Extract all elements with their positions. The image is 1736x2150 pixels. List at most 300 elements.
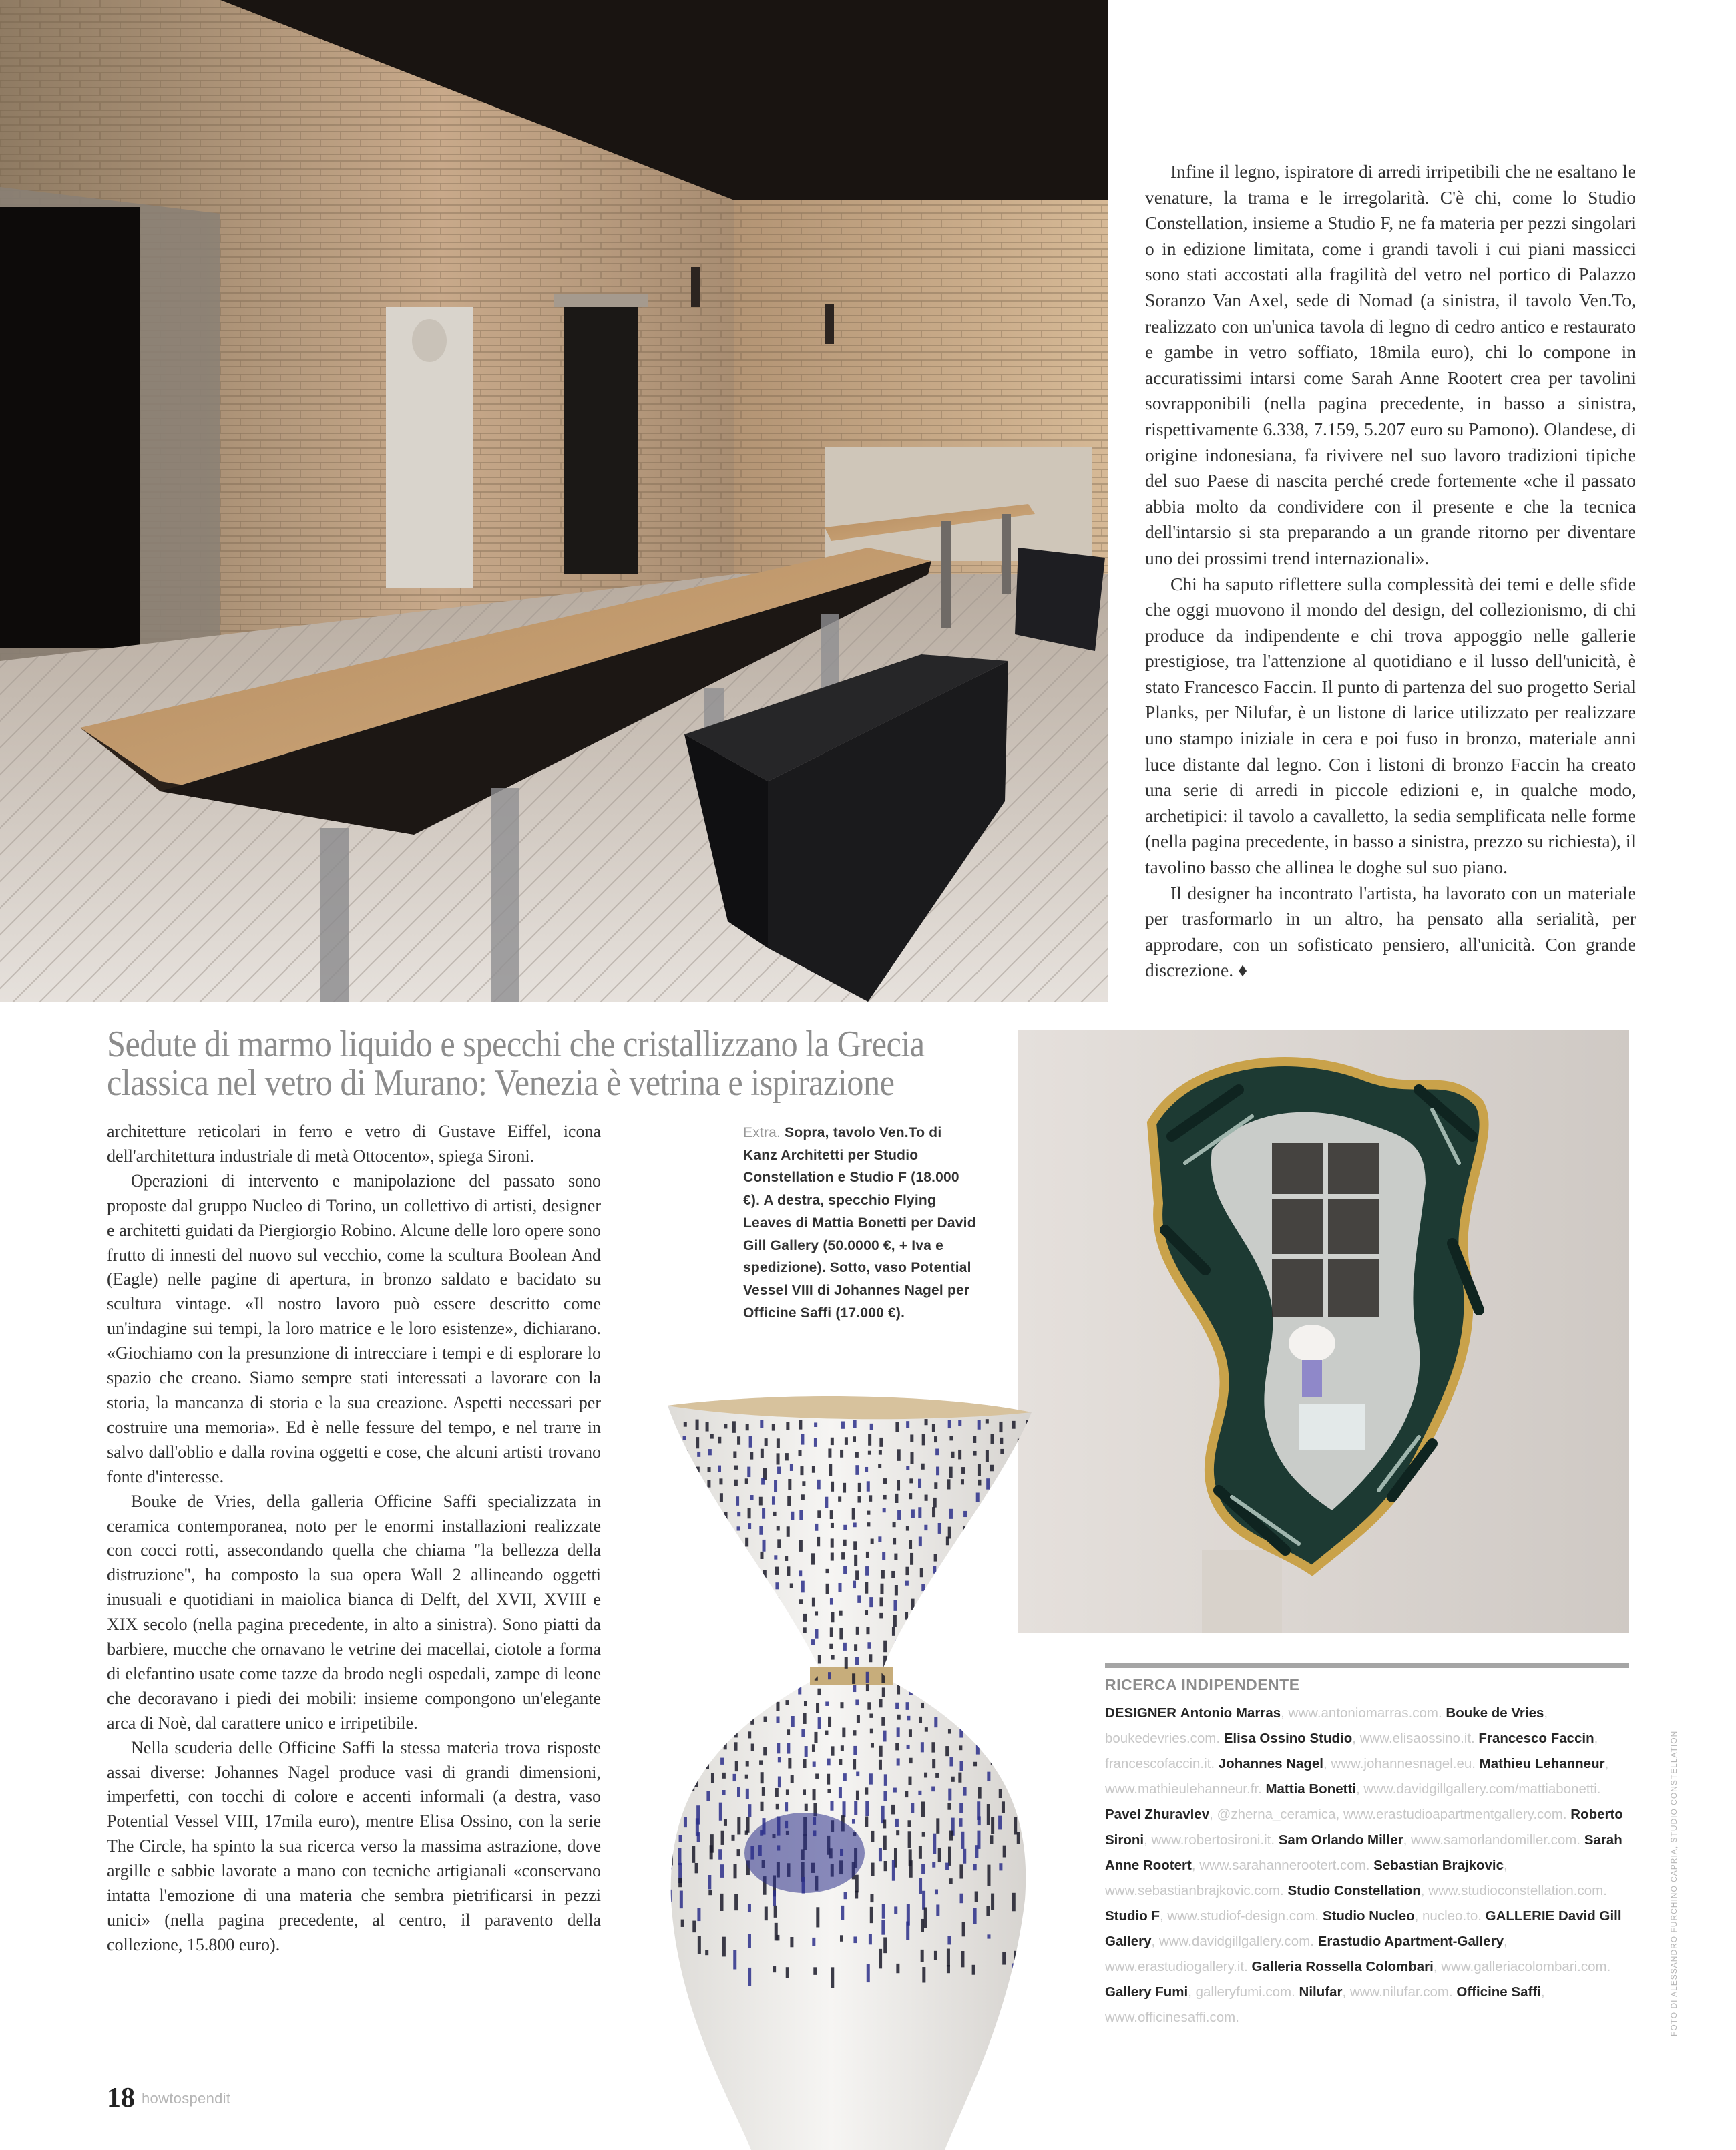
vase-dot: [746, 1789, 749, 1799]
vase-dot: [748, 1968, 751, 1986]
vase-dot: [871, 1538, 874, 1544]
vase-dot: [933, 1834, 936, 1854]
vase-dot: [905, 1567, 909, 1575]
vase-dot: [735, 1571, 738, 1576]
vase-dot: [814, 1438, 817, 1447]
vase-dot: [976, 1492, 980, 1502]
designer-url[interactable]: www.studiof-design.com.: [1167, 1908, 1319, 1924]
vase-dot: [865, 1801, 869, 1816]
vase-dot: [896, 1830, 899, 1835]
vase-dot: [668, 1540, 671, 1545]
vase-dot: [841, 1552, 845, 1559]
vase-dot: [931, 1671, 935, 1677]
vase-dot: [843, 1525, 847, 1530]
designer-url[interactable]: www.samorlandomiller.com.: [1411, 1832, 1581, 1848]
vase-dot: [668, 1758, 671, 1763]
vase-dot: [949, 1685, 952, 1689]
vase-dot: [919, 1846, 922, 1859]
vase-dot: [678, 1775, 681, 1785]
vase-dot: [734, 1732, 738, 1737]
designer-name: Bouke de Vries: [1442, 1705, 1544, 1721]
vase-dot: [991, 1817, 994, 1834]
vase-dot: [1026, 1526, 1030, 1534]
vase-dot: [883, 1478, 887, 1484]
mirror-scene: [1018, 1030, 1629, 1633]
vase-dot: [1004, 1687, 1008, 1692]
vase-dot: [1018, 1439, 1021, 1448]
vase-dot: [678, 1639, 682, 1647]
vase-dot: [761, 1772, 764, 1783]
vase-dot: [829, 1464, 832, 1476]
vase-dot: [895, 1703, 899, 1709]
vase-dot: [869, 1773, 873, 1784]
vase-dot: [692, 1556, 696, 1562]
vase-dot: [1014, 1507, 1018, 1512]
vase-dot: [710, 1731, 713, 1737]
vase-dot: [839, 1583, 842, 1592]
vase-dot: [708, 1717, 711, 1723]
vase-dot: [791, 1673, 794, 1679]
vase-dot: [787, 1743, 790, 1754]
vase-dot: [959, 1761, 963, 1771]
designer-url[interactable]: www.davidgillgallery.com/mattiabonetti.: [1363, 1781, 1601, 1797]
vase-dot: [1012, 1600, 1016, 1610]
vase-dot: [747, 1467, 750, 1477]
vase-dot: [791, 1775, 794, 1783]
vase-dot: [870, 1894, 873, 1902]
vase-dot: [1014, 1717, 1017, 1725]
vase-dot: [786, 1422, 789, 1430]
vase-dot: [827, 1759, 831, 1766]
vase-dot: [893, 1538, 896, 1544]
vase-dot: [987, 1804, 990, 1825]
vase-dot: [734, 1466, 738, 1470]
designer-url[interactable]: www.sarahannerootert.com.: [1199, 1858, 1370, 1873]
vase-dot: [773, 1890, 776, 1906]
vase-dot: [666, 1688, 669, 1697]
vase-dot: [747, 1556, 750, 1566]
vase-dot: [791, 1512, 794, 1520]
vase-dot: [883, 1656, 887, 1667]
vase-dot: [1012, 1964, 1016, 1972]
vase-dot: [853, 1420, 857, 1428]
vase-dot: [879, 1450, 882, 1454]
vase-dot: [919, 1600, 923, 1604]
vase-dot: [746, 1424, 749, 1430]
vase-dot: [908, 1777, 911, 1785]
vase-dot: [907, 1716, 910, 1721]
vase-dot: [758, 1640, 762, 1648]
paragraph: Nella scuderia delle Officine Saffi la stessa materia trova risposte assai diverse: Johannes Nagel produce vasi di grandi dimensioni, imperfetti, con tocchi di colore e accenti informali (a destra, vaso Potential Vessel VIII, 17mila euro), mentre Elisa Ossino, con la serie The Circle, ha spinto la sua ricerca verso la massima astrazione, dove argille e sabbie lavorate a mano con tecniche artigianali «conservano intatta l'emozione di una materia che sembra pietrificarsi in pezzi unici» (nella pagina precedente, al centro, il paravento della collezione, 15.800 euro).: [107, 1737, 601, 1954]
vase-dot: [986, 1450, 989, 1462]
vase-dot: [696, 1467, 700, 1473]
vase-dot: [679, 1523, 682, 1534]
vase-dot: [931, 1742, 935, 1752]
designer-list: Antonio Marras, www.antoniomarras.com. Bouke de Vries, boukedevries.com. Elisa Ossino Studio, www.elisaossino.it. Francesco Faccin, francescofaccin.it. Johannes Nagel, www.johannesnagel.eu. Mathieu Lehanneur, www.mathieulehanneur.fr. Mattia Bonetti, www.davidgillgallery.com/mattiabonetti. Pavel Zhuravlev, @zherna_ceramica, www.erastudioapartmentgallery.com. Roberto Sironi, www.robertosironi.it. Sam Orlando Miller, www.samorlandomiller.com. Sarah Anne Rootert, www.sarahannerootert.com. Sebastian Brajkovic, www.sebastianbrajkovic.com. Studio Constellation, www.studioconstellation.com. Studio F, www.studiof-design.com. Studio Nucleo, nucleo.to.: [1105, 1705, 1623, 1924]
vase-dot: [788, 1758, 791, 1769]
vase-dot: [959, 1538, 963, 1543]
vase-dot: [1014, 1657, 1018, 1662]
vase-dot: [759, 1497, 763, 1506]
vase-dot: [947, 1702, 951, 1707]
vase-dot: [747, 1702, 750, 1711]
photo-credit-text: FOTO DI ALESSANDRO FURCHINO CAPRIA, STUDIO CONSTELLATION: [1669, 1730, 1679, 2036]
vase-dot: [897, 1510, 901, 1520]
vase-dot: [801, 1581, 805, 1593]
designer-name: Sam Orlando Miller: [1275, 1832, 1403, 1848]
vase-dot: [910, 1553, 913, 1565]
vase-dot: [883, 1791, 887, 1801]
vase-dot: [748, 1659, 751, 1669]
vase-dot: [710, 1641, 713, 1645]
vase-dot: [897, 1672, 900, 1681]
vase-dot: [911, 1803, 914, 1813]
vase-dot: [958, 1450, 961, 1459]
vase-dot: [891, 1805, 895, 1815]
vase-dot: [829, 1644, 833, 1649]
vase-dot: [827, 1789, 831, 1793]
vase-dot: [909, 1860, 913, 1878]
vase-dot: [923, 1610, 926, 1616]
designer-url[interactable]: nucleo.to.: [1422, 1908, 1482, 1924]
vase-dot: [1027, 1846, 1030, 1852]
designer-url[interactable]: www.mathieulehanneur.fr.: [1105, 1781, 1262, 1797]
vase-dot: [1030, 1466, 1033, 1472]
vase-dot: [670, 1805, 673, 1815]
vase-dot: [736, 1701, 739, 1705]
vase-dot: [826, 1584, 829, 1594]
vase-dot: [999, 1863, 1002, 1870]
vase-dot: [745, 1831, 748, 1835]
vase-dot: [665, 1496, 668, 1506]
vase-dot: [840, 1702, 843, 1708]
vase-dot: [919, 1656, 922, 1662]
vase-dot: [883, 1836, 887, 1850]
vase-dot: [961, 1479, 964, 1484]
vase-dot: [897, 1449, 901, 1461]
vase-dot: [666, 1818, 669, 1828]
designer-url[interactable]: www.antoniomarras.com.: [1288, 1705, 1442, 1721]
gallery-url[interactable]: www.galleriacolombari.com.: [1441, 1959, 1611, 1974]
vase-dot: [670, 1614, 674, 1619]
vase-dot: [787, 1729, 790, 1735]
vase-dot: [748, 1934, 751, 1948]
vase-dot: [870, 1907, 873, 1923]
vase-dot: [895, 1585, 898, 1595]
vase-dot: [1027, 1581, 1030, 1591]
vase-dot: [828, 1672, 831, 1679]
vase-dot: [706, 1553, 710, 1563]
vase-dot: [986, 1702, 990, 1711]
vase-dot: [668, 1831, 672, 1841]
vase-dot: [959, 1864, 963, 1878]
vase-dot: [1004, 1773, 1007, 1781]
vase-dot: [722, 1790, 726, 1795]
designer-url[interactable]: www.sebastianbrajkovic.com.: [1105, 1883, 1284, 1898]
paragraph: Operazioni di intervento e manipolazione del passato sono proposte dal gruppo Nucleo di Torino, un collettivo di artisti, designer e architetti guidati da Piergiorgio Robino. Alcune delle loro opere sono frutto di innesti del nuovo sul vecchio, come la scultura Boolean And (Eagle) nelle pagine di apertura, in bronzo saldato e bacidato su scultura vintage. «Il nostro lavoro può essere descritto come un'indagine sui tempi, la loro matrice e le loro esistenze», dichiarano. «Giochiamo con la presunzione di intrecciare i tempi e di esplorare lo spazio che creano. Siamo sempre stati interessati a lavorare con la storia, la mancanza di storia e la sua creazione. Aspetti necessari per costruire una memoria». Ed è nelle fessure del tempo, e nel trarre in salvo dall'oblio e dalla rovina oggetti e cose, che alcuni artisti trovano fonte d'interesse.: [107, 1170, 601, 1486]
vase-dot: [999, 1789, 1002, 1798]
designer-url[interactable]: www.studioconstellation.com.: [1428, 1883, 1607, 1898]
vase-dot: [949, 1509, 953, 1519]
vase-dot: [750, 1615, 753, 1625]
vase-dot: [1003, 1846, 1006, 1858]
vase-dot: [1003, 1612, 1006, 1618]
vase-dot: [934, 1951, 937, 1960]
vase-body: [668, 1396, 1032, 2150]
vase-dot: [747, 1629, 750, 1636]
vase-dot: [772, 1424, 775, 1430]
vase-dot: [949, 1673, 952, 1685]
vase-dot: [748, 1904, 751, 1912]
vase-dot: [978, 1816, 981, 1825]
designer-url[interactable]: www.johannesnagel.eu.: [1331, 1756, 1476, 1771]
vase-dot: [801, 1434, 804, 1445]
vase-dot: [922, 1434, 925, 1446]
vase-dot: [679, 1835, 682, 1842]
vase-dot: [961, 1714, 965, 1724]
vase-dot: [853, 1436, 856, 1442]
vase-dot: [951, 1452, 954, 1458]
vase-dot: [826, 1569, 829, 1573]
vase-dot: [735, 1615, 738, 1619]
vase-dot: [906, 1526, 909, 1531]
vase-dot: [735, 1761, 738, 1771]
vase-dot: [932, 1595, 935, 1603]
vase-dot: [958, 1773, 961, 1783]
vase-dot: [1027, 1596, 1030, 1602]
vase-dot: [960, 1566, 963, 1576]
vase-dot: [760, 1656, 763, 1664]
vase-dot: [720, 1659, 723, 1670]
vase-dot: [978, 1787, 982, 1798]
vase-dot: [665, 1522, 668, 1531]
vase-dot: [774, 1555, 777, 1559]
vase-dot: [991, 1685, 994, 1695]
vase-dot: [697, 1452, 700, 1457]
vase-dot: [976, 1743, 980, 1754]
vase-dot: [938, 1523, 941, 1534]
vase-dot: [946, 1596, 949, 1606]
designer-url[interactable]: www.robertosironi.it.: [1151, 1832, 1275, 1848]
vase-dot: [831, 1523, 834, 1528]
gallery-url[interactable]: www.nilufar.com.: [1349, 1984, 1453, 2000]
vase-dot: [990, 1600, 993, 1605]
designer-name: Sebastian Brajkovic: [1369, 1858, 1504, 1873]
vase-dot: [718, 1466, 721, 1472]
vase-dot: [1026, 1862, 1030, 1876]
vase-dot: [718, 1600, 722, 1610]
vase-dot: [883, 1508, 886, 1513]
vase-dot: [682, 1716, 686, 1722]
designer-name: Antonio Marras: [1180, 1705, 1281, 1721]
vase-dot: [931, 1630, 935, 1642]
vase-dot: [678, 1848, 681, 1866]
gallery-url[interactable]: www.officinesaffi.com.: [1105, 2010, 1239, 2025]
vase-dot: [831, 1655, 835, 1660]
vase-dot: [710, 1845, 713, 1859]
vase-dot: [921, 1950, 924, 1962]
vase-dot: [933, 1566, 936, 1574]
vase-dot: [774, 1480, 777, 1492]
vase-dot: [911, 1509, 915, 1518]
vase-dot: [670, 1551, 673, 1556]
vase-dot: [750, 1495, 754, 1500]
vase-dot: [1030, 1949, 1034, 1966]
vase-dot: [670, 1850, 673, 1866]
vase-dot: [692, 1921, 696, 1933]
vase-dot: [813, 1761, 816, 1766]
vase-dot: [951, 1777, 955, 1782]
vase-dot: [961, 1951, 964, 1967]
vase-dot: [894, 1554, 897, 1560]
vase-dot: [798, 1685, 801, 1695]
vase-dot: [853, 1936, 857, 1943]
designer-url[interactable]: @zherna_ceramica, www.erastudioapartmentgallery.com.: [1217, 1807, 1567, 1822]
page-number: 18: [107, 2083, 135, 2113]
vase-dot: [947, 1611, 951, 1621]
vase-dot: [737, 1817, 740, 1835]
vase-dot: [992, 1730, 995, 1737]
vase-dot: [787, 1526, 790, 1537]
vase-dot: [791, 1716, 795, 1727]
vase-dot: [932, 1659, 935, 1664]
vase-dot: [1018, 1614, 1021, 1618]
vase-dot: [949, 1436, 953, 1441]
vase-dot: [973, 1451, 977, 1456]
vase-dot: [853, 1759, 856, 1769]
gallery-url[interactable]: www.davidgillgallery.com.: [1158, 1934, 1314, 1949]
vase-dot: [831, 1552, 834, 1560]
vase-dot: [999, 1480, 1002, 1490]
vase-dot: [866, 1684, 869, 1691]
vase-dot: [959, 1729, 963, 1738]
vase-dot: [1015, 1497, 1018, 1504]
vase-dot: [1016, 1746, 1019, 1757]
vase-dot: [790, 1643, 793, 1652]
vase-dot: [924, 1773, 927, 1778]
vase-dot: [1014, 1817, 1017, 1834]
vase-dot: [1028, 1554, 1031, 1561]
vase-dot: [932, 1862, 935, 1868]
vase-dot: [698, 1936, 701, 1954]
vase-dot: [972, 1965, 975, 1975]
vase-dot: [990, 1508, 993, 1518]
vase-dot: [865, 1582, 868, 1594]
vase-dot: [697, 1728, 700, 1733]
designer-name: Elisa Ossino Studio: [1220, 1731, 1353, 1746]
vase-dot: [882, 1552, 885, 1560]
gallery-url[interactable]: galleryfumi.com.: [1195, 1984, 1295, 2000]
vase-dot: [718, 1849, 722, 1860]
vase-dot: [978, 1464, 981, 1476]
vase-dot: [1031, 1775, 1034, 1785]
designer-name: Studio Constellation: [1283, 1883, 1421, 1898]
vase-dot: [776, 1597, 779, 1604]
vase-dot: [932, 1615, 935, 1622]
vase-dot: [908, 1831, 911, 1848]
vase-dot: [694, 1776, 698, 1787]
vase-dot: [750, 1713, 754, 1725]
vase-dot: [791, 1627, 794, 1639]
vase-dot: [802, 1481, 805, 1486]
vase-dot: [878, 1536, 881, 1542]
vase-dot: [667, 1701, 670, 1711]
vase-dot: [758, 1670, 762, 1677]
designer-url[interactable]: francescofaccin.it.: [1105, 1756, 1215, 1771]
vase-dot: [891, 1571, 895, 1578]
vase-dot: [736, 1496, 739, 1506]
designer-url[interactable]: www.elisaossino.it.: [1359, 1731, 1475, 1746]
vase-dot: [921, 1742, 924, 1752]
vase-dot: [909, 1758, 913, 1763]
vase-dot: [1015, 1641, 1018, 1650]
vase-dot: [785, 1453, 789, 1460]
vase-dot: [881, 1570, 885, 1578]
vase-dot: [921, 1919, 924, 1932]
vase-dot: [710, 1703, 714, 1711]
vase-dot: [947, 1656, 950, 1662]
gallery-url[interactable]: www.erastudiogallery.it.: [1105, 1959, 1248, 1974]
vase-dot: [763, 1580, 767, 1591]
vase-dot: [909, 1689, 913, 1695]
vase-dot: [736, 1627, 740, 1633]
vase-dot: [947, 1570, 950, 1580]
vase-dot: [858, 1496, 861, 1503]
portico-scene: [0, 0, 1108, 1002]
vase-dot: [799, 1450, 802, 1456]
vase-dot: [684, 1422, 687, 1427]
vase-dot: [1031, 1536, 1034, 1548]
vase-dot: [853, 1541, 857, 1550]
vase-dot: [787, 1496, 791, 1506]
designer-url[interactable]: boukedevries.com.: [1105, 1731, 1221, 1746]
vase-dot: [978, 1671, 981, 1680]
designer-name: Roberto Sironi: [1105, 1807, 1623, 1848]
vase-dot: [843, 1801, 846, 1817]
vase-dot: [991, 1434, 994, 1444]
vase-dot: [684, 1685, 688, 1691]
vase-dot: [1028, 1645, 1031, 1650]
vase-dot: [749, 1436, 752, 1448]
vase-dot: [760, 1614, 763, 1624]
vase-dot: [724, 1512, 728, 1520]
vase-dot: [710, 1584, 713, 1592]
vase-dot: [697, 1714, 700, 1721]
vase-dot: [1002, 1746, 1005, 1757]
vase-dot: [831, 1538, 834, 1547]
vase-dot: [815, 1524, 818, 1531]
vase-dot: [682, 1478, 685, 1487]
vase-dot: [933, 1498, 937, 1508]
vase-dot: [1017, 1787, 1020, 1792]
vase-dot: [1004, 1669, 1008, 1675]
vase-dot: [897, 1758, 900, 1765]
vase-dot: [881, 1717, 885, 1726]
vase-dot: [855, 1891, 858, 1899]
vase-dot: [839, 1611, 843, 1616]
vase-dot: [855, 1465, 859, 1475]
vase-dot: [830, 1598, 833, 1605]
vase-dot: [788, 1479, 791, 1490]
vase-dot: [843, 1643, 847, 1651]
vase-dot: [1018, 1727, 1021, 1732]
vase-dot: [895, 1422, 899, 1432]
vase-dot: [918, 1479, 921, 1488]
vase-dot: [667, 1672, 670, 1682]
vase-dot: [959, 1745, 962, 1750]
vase-dot: [708, 1656, 712, 1665]
vase-dot: [894, 1906, 897, 1914]
